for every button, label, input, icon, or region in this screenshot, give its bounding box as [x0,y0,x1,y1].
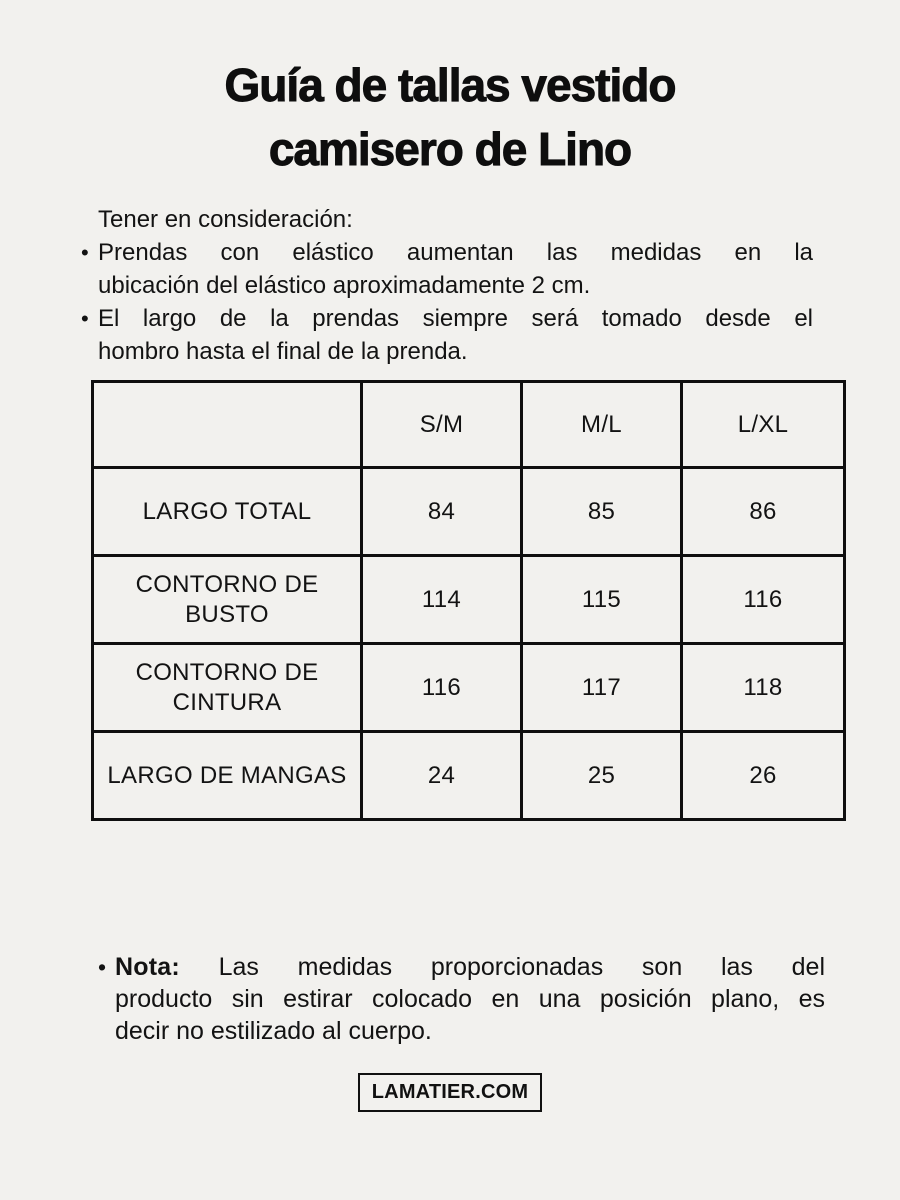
text-line [115,951,825,983]
cell-value: 114 [362,556,522,644]
bullet-icon: • [81,306,89,331]
row-label-line: LARGO TOTAL [142,497,312,525]
row-label-line: CONTORNO DE [135,570,319,598]
cell-value: 86 [682,468,845,556]
list-item [81,302,813,368]
text-line: Prendas con elástico aumentan las medidas en la [98,239,813,266]
cell-value: 84 [362,468,522,556]
row-label-line: BUSTO [185,600,269,628]
text-line: producto sin estirar colocado en una posición plano, es [115,985,825,1013]
table-header-row [93,382,845,468]
note-text [115,951,825,1047]
list-item [81,236,813,302]
text-line: ubicación del elástico aproximadamente 2 cm. [98,272,591,299]
row-label [93,644,362,732]
text-line: El largo de la prendas siempre será tomado desde el [98,305,813,332]
table-row [93,556,845,644]
bullet-icon: • [81,240,89,265]
brand-badge [358,1073,542,1112]
corner-cell [93,382,362,468]
row-label-line: CINTURA [172,688,282,716]
cell-value: 118 [682,644,845,732]
considerations-intro: Tener en consideración: [98,206,353,233]
list-item-text [98,302,813,368]
row-label [93,556,362,644]
page-title-line: Guía de tallas vestido [224,59,676,111]
table-row [93,732,845,820]
row-label-line: LARGO DE MANGAS [107,761,347,789]
text-line: hombro hasta el final de la prenda. [98,338,468,365]
cell-value: 85 [522,468,682,556]
note-label: Nota: [115,953,180,981]
size-table [91,380,846,821]
row-label-line: CONTORNO DE [135,658,319,686]
table-row [93,468,845,556]
considerations-section [81,203,813,368]
cell-value: 24 [362,732,522,820]
cell-value: 115 [522,556,682,644]
cell-value: 25 [522,732,682,820]
column-header-lxl: L/XL [682,382,845,468]
column-header-ml: M/L [522,382,682,468]
table-row [93,644,845,732]
brand-text: LAMATIER.COM [371,1081,529,1103]
note-line: Las medidas proporcionadas son las del [218,953,826,981]
row-label [93,468,362,556]
cell-value: 116 [682,556,845,644]
row-label [93,732,362,820]
bullet-icon: • [98,954,107,980]
note-section [98,951,825,1047]
list-item-text [98,236,813,302]
cell-value: 117 [522,644,682,732]
cell-value: 116 [362,644,522,732]
page-title [0,0,900,181]
cell-value: 26 [682,732,845,820]
footer [0,1073,900,1112]
page-title-line: camisero de Lino [268,123,632,175]
column-header-sm: S/M [362,382,522,468]
text-line: decir no estilizado al cuerpo. [115,1017,432,1045]
